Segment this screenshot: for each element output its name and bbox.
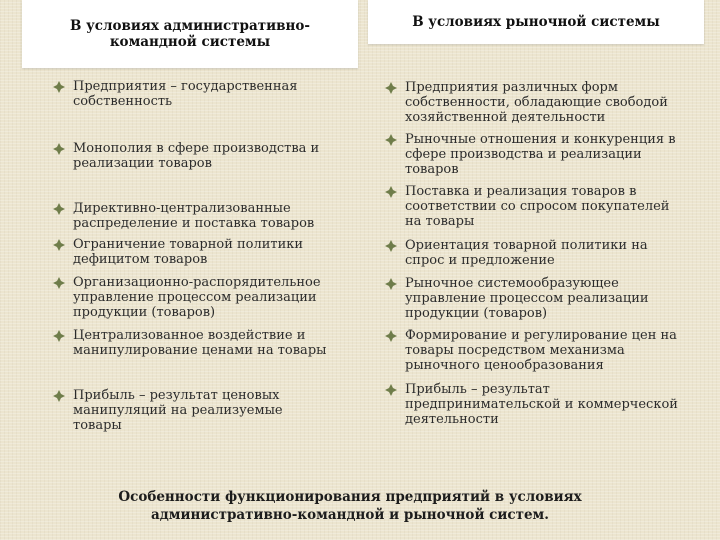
list-item: Рыночные отношения и конкуренция в сфере производства и реализации товаров — [385, 132, 685, 177]
diamond-bullet-icon — [53, 277, 65, 289]
right-column-header-text: В условиях рыночной системы — [412, 14, 660, 30]
diamond-bullet-icon — [385, 186, 397, 198]
diamond-bullet-icon — [385, 134, 397, 146]
list-item: Прибыль – результат ценовых манипуляций на реализуемые товары — [53, 388, 328, 433]
diamond-bullet-icon — [53, 390, 65, 402]
list-item: Централизованное воздействие и манипулирование ценами на товары — [53, 328, 328, 358]
diamond-bullet-icon — [385, 82, 397, 94]
diamond-bullet-icon — [385, 330, 397, 342]
list-item: Прибыль – результат предпринимательской и коммерческой деятельности — [385, 382, 685, 427]
left-column-header-text: В условиях административно-командной системы — [69, 18, 310, 50]
diamond-bullet-icon — [53, 81, 65, 93]
list-item: Формирование и регулирование цен на товары посредством механизма рыночного ценообразования — [385, 328, 685, 373]
list-item: Предприятия – государственная собственность — [53, 79, 328, 109]
diamond-bullet-icon — [53, 330, 65, 342]
diamond-bullet-icon — [385, 278, 397, 290]
list-item: Организационно-распорядительное управление процессом реализации продукции (товаров) — [53, 275, 328, 320]
diamond-bullet-icon — [53, 239, 65, 251]
list-item: Ориентация товарной политики на спрос и предложение — [385, 238, 685, 268]
diamond-bullet-icon — [53, 203, 65, 215]
diamond-bullet-icon — [53, 143, 65, 155]
slide-caption: Особенности функционирования предприятий в условиях административно-командной и рыночной систем. — [118, 489, 582, 523]
left-column-list — [53, 0, 328, 440]
list-item: Монополия в сфере производства и реализации товаров — [53, 141, 328, 171]
right-column-list — [385, 0, 685, 440]
list-item: Предприятия различных форм собственности, обладающие свободой хозяйственной деятельности — [385, 80, 685, 125]
diamond-bullet-icon — [385, 384, 397, 396]
list-item: Директивно-централизованные распределение и поставка товаров — [53, 201, 328, 231]
diamond-bullet-icon — [385, 240, 397, 252]
list-item: Ограничение товарной политики дефицитом товаров — [53, 237, 328, 267]
list-item: Поставка и реализация товаров в соответствии со спросом покупателей на товары — [385, 184, 685, 229]
list-item: Рыночное системообразующее управление процессом реализации продукции (товаров) — [385, 276, 685, 321]
